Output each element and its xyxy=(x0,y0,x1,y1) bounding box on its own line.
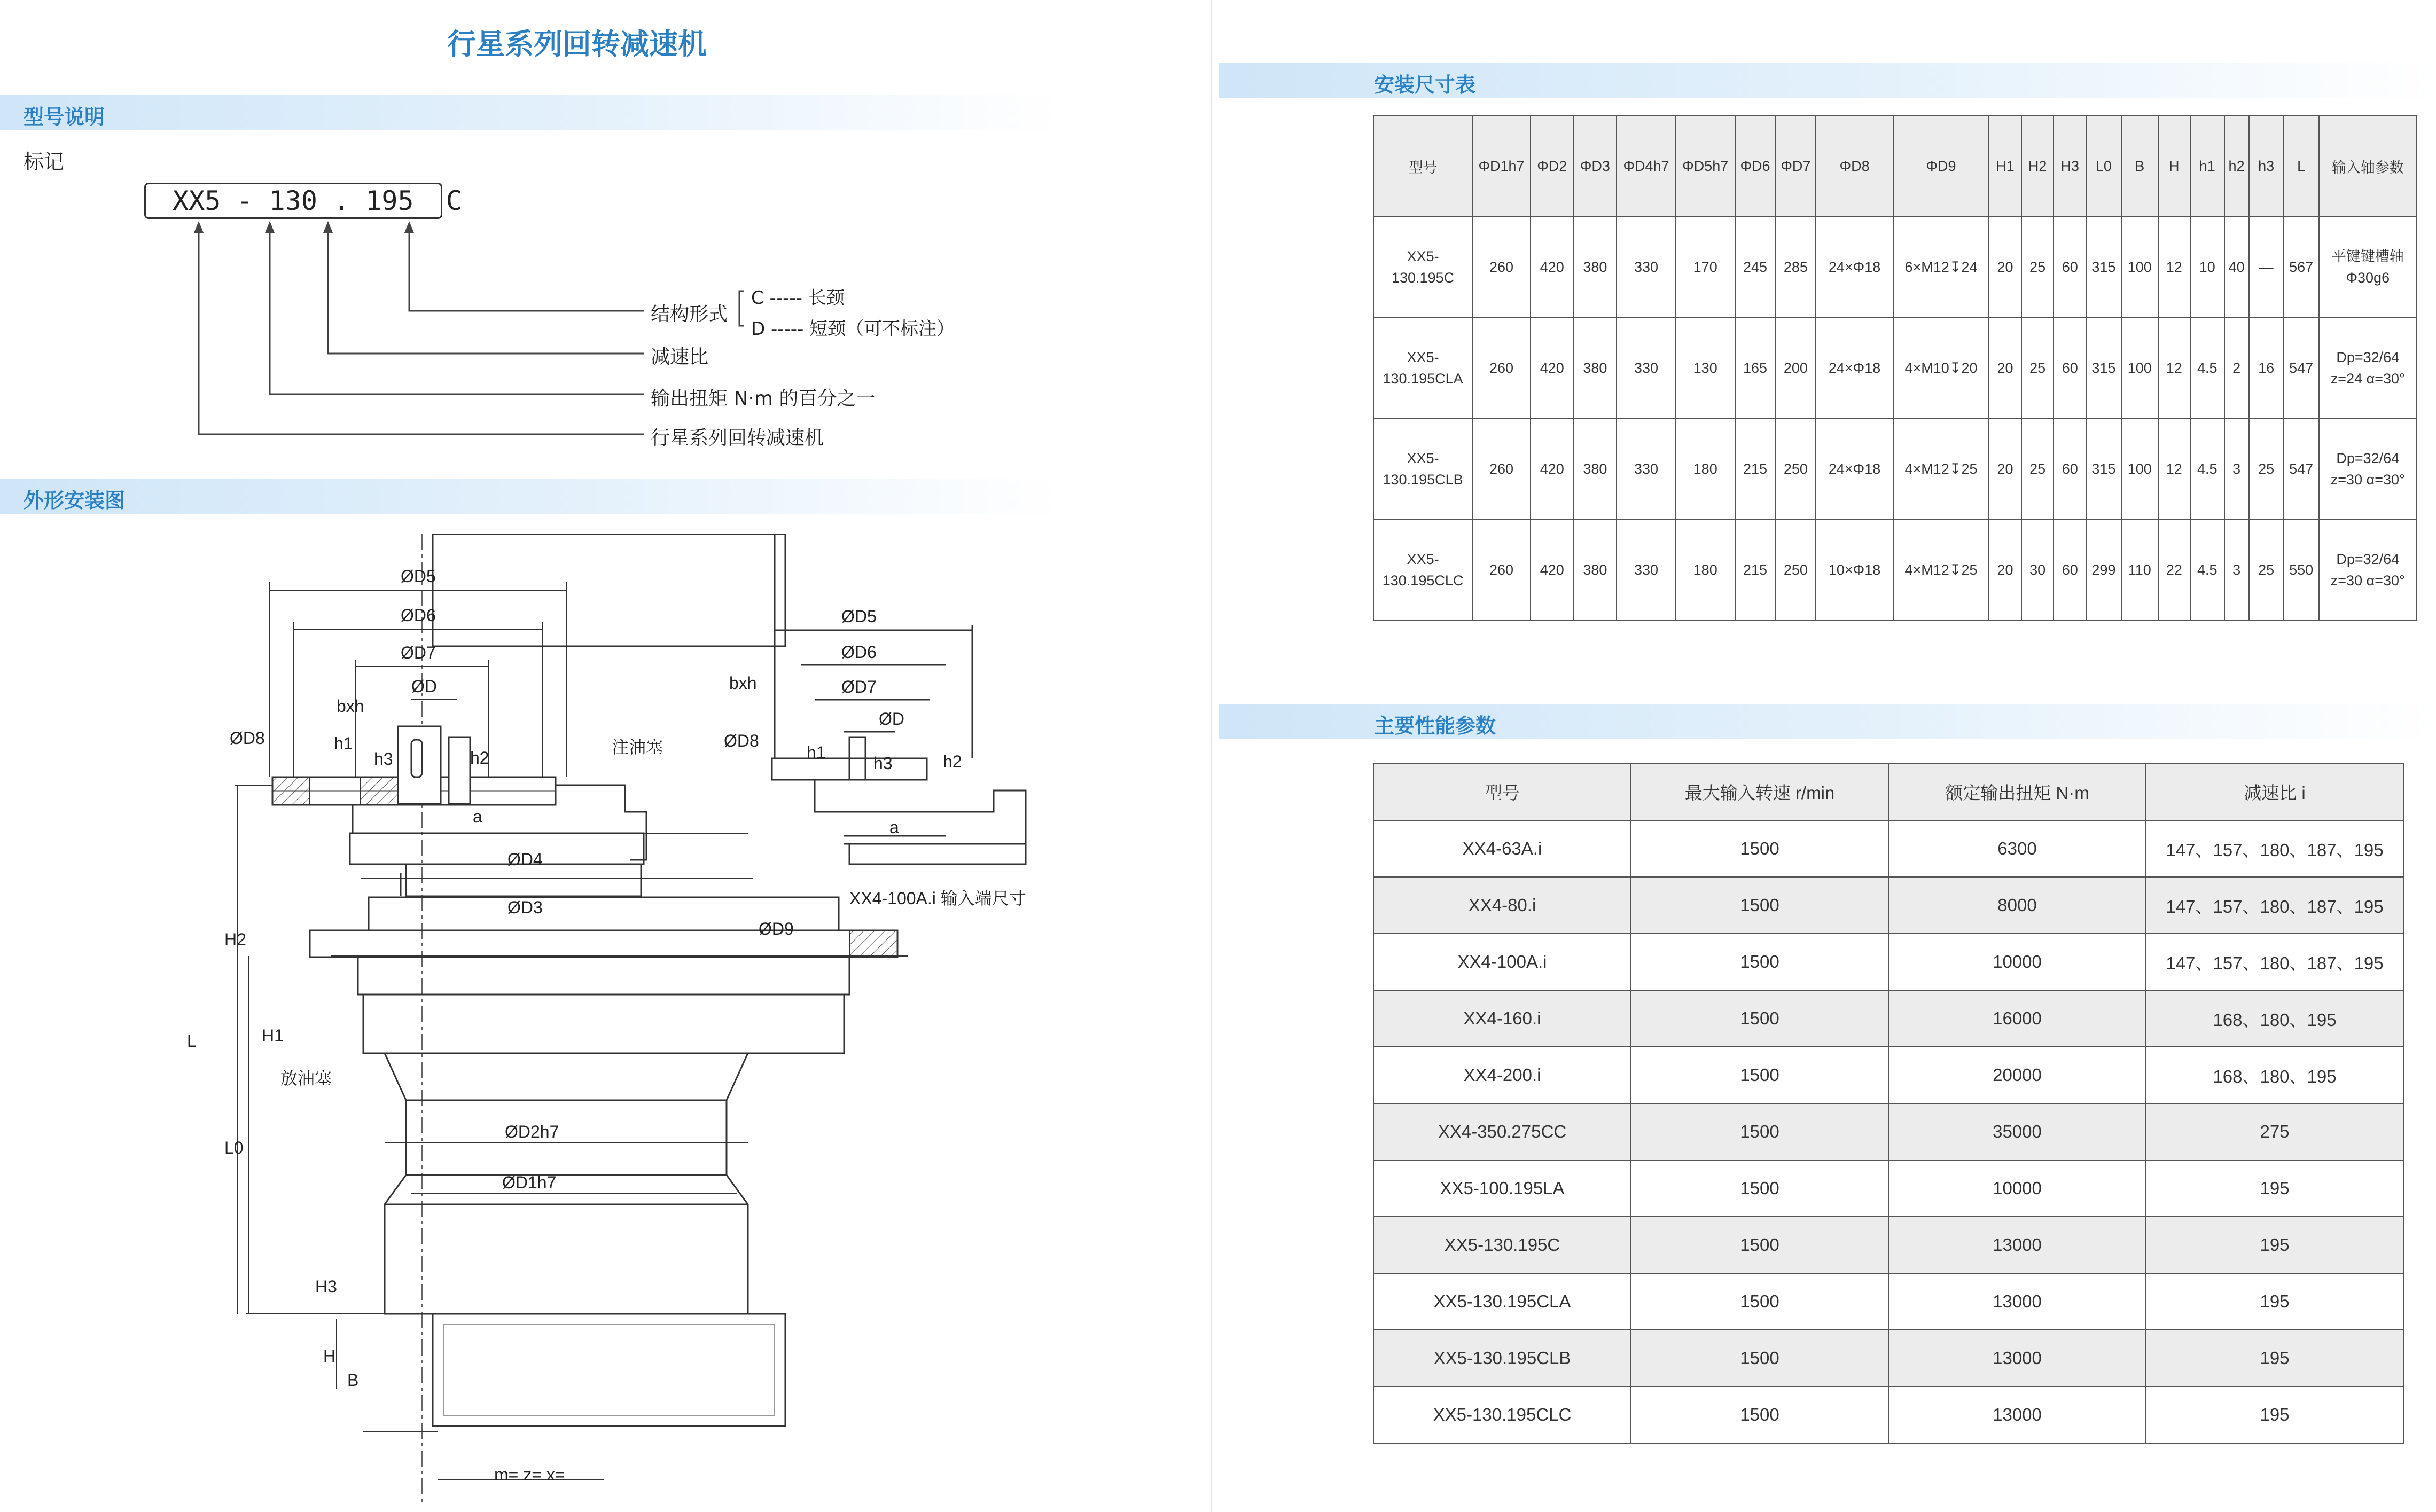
install-cell: 180 xyxy=(1676,418,1735,519)
install-cell: 330 xyxy=(1617,216,1676,317)
section-bar-outline xyxy=(0,479,1063,514)
install-cell-model: XX5- 130.195C xyxy=(1373,216,1472,317)
section-title-model: 型号说明 xyxy=(24,105,105,129)
perf-cell: XX5-130.195CLB xyxy=(1373,1330,1631,1386)
dim-d1: ØD1h7 xyxy=(502,1173,557,1192)
install-cell: 25 xyxy=(2249,418,2284,519)
perf-cell: 1500 xyxy=(1631,1386,1888,1443)
perf-cell: 195 xyxy=(2146,1273,2403,1330)
perf-cell: 13000 xyxy=(1888,1273,2146,1330)
install-cell: 380 xyxy=(1574,418,1617,519)
perf-table-header-row xyxy=(1373,763,2403,820)
install-cell: 420 xyxy=(1531,519,1574,620)
perf-cell: 1500 xyxy=(1631,990,1888,1047)
perf-table-row xyxy=(1373,1047,2403,1103)
install-cell: 16 xyxy=(2249,317,2284,418)
install-cell: — xyxy=(2249,216,2284,317)
perf-col-header: 额定输出扭矩 N·m xyxy=(1888,763,2146,820)
dim-bxh: bxh xyxy=(337,696,364,716)
perf-col-header: 减速比 i xyxy=(2146,763,2403,820)
section-bar-perf xyxy=(1219,704,2436,739)
dim-d4: ØD4 xyxy=(508,850,543,869)
install-cell: 250 xyxy=(1775,418,1816,519)
perf-cell: 195 xyxy=(2146,1330,2403,1386)
install-cell: 110 xyxy=(2121,519,2158,620)
section-bar-install xyxy=(1219,63,2436,98)
perf-cell: 6300 xyxy=(1888,820,2146,877)
install-cell: 315 xyxy=(2086,216,2121,317)
perf-table-row xyxy=(1373,820,2403,877)
install-cell: 24×Φ18 xyxy=(1816,216,1893,317)
perf-table-row xyxy=(1373,1103,2403,1160)
perf-cell: 1500 xyxy=(1631,1330,1888,1386)
dim-h2-small: h2 xyxy=(470,748,489,767)
install-cell: 380 xyxy=(1574,519,1617,620)
perf-cell: 275 xyxy=(2146,1103,2403,1160)
install-cell: 4×M12↧25 xyxy=(1893,418,1989,519)
install-col-header: 型号 xyxy=(1373,116,1472,216)
install-col-header: ΦD7 xyxy=(1775,116,1816,216)
perf-cell: 147、157、180、187、195 xyxy=(2146,820,2403,877)
housing-outline xyxy=(272,534,897,1426)
dim-H3: H3 xyxy=(315,1277,337,1296)
install-cell-shaft: Dp=32/64 z=30 α=30° xyxy=(2319,418,2417,519)
install-cell-model: XX5- 130.195CLA xyxy=(1373,317,1472,418)
perf-cell: 147、157、180、187、195 xyxy=(2146,877,2403,934)
perf-cell: 1500 xyxy=(1631,1103,1888,1160)
install-cell-shaft: Dp=32/64 z=24 α=30° xyxy=(2319,317,2417,418)
install-cell: 20 xyxy=(1989,317,2021,418)
dim-d3: ØD3 xyxy=(508,898,543,917)
section-title-install: 安装尺寸表 xyxy=(1374,73,1476,97)
install-cell: 60 xyxy=(2054,216,2086,317)
install-col-header: ΦD3 xyxy=(1574,116,1617,216)
install-col-header: B xyxy=(2121,116,2158,216)
gear-params: m= z= x= xyxy=(494,1465,565,1484)
dim-h1-small: h1 xyxy=(334,734,353,753)
install-table-row xyxy=(1373,418,2417,519)
perf-cell: 13000 xyxy=(1888,1217,2146,1273)
install-cell: 170 xyxy=(1676,216,1735,317)
inset-dim-d7: ØD7 xyxy=(841,677,877,696)
install-cell: 285 xyxy=(1775,216,1816,317)
perf-cell: XX4-100A.i xyxy=(1373,934,1631,990)
perf-cell: 10000 xyxy=(1888,934,2146,990)
install-col-header: ΦD2 xyxy=(1531,116,1574,216)
install-cell: 330 xyxy=(1617,317,1676,418)
perf-cell: 10000 xyxy=(1888,1160,2146,1217)
perf-cell: 147、157、180、187、195 xyxy=(2146,934,2403,990)
install-cell: 12 xyxy=(2158,216,2190,317)
perf-table-row xyxy=(1373,934,2403,990)
install-table-row xyxy=(1373,519,2417,620)
install-col-header: ΦD6 xyxy=(1735,116,1776,216)
install-cell: 260 xyxy=(1472,519,1531,620)
install-cell: 299 xyxy=(2086,519,2121,620)
install-col-header: ΦD4h7 xyxy=(1617,116,1676,216)
dim-d2: ØD2h7 xyxy=(505,1122,559,1141)
install-cell-shaft: 平键键槽轴 Φ30g6 xyxy=(2319,216,2417,317)
install-cell: 200 xyxy=(1775,317,1816,418)
dim-d6: ØD6 xyxy=(401,606,436,625)
install-cell: 4.5 xyxy=(2190,418,2224,519)
install-cell: 567 xyxy=(2284,216,2319,317)
install-cell: 260 xyxy=(1472,418,1531,519)
install-col-header: ΦD8 xyxy=(1816,116,1893,216)
perf-table-row xyxy=(1373,1330,2403,1386)
install-cell: 60 xyxy=(2054,418,2086,519)
install-cell: 60 xyxy=(2054,519,2086,620)
perf-table-row xyxy=(1373,1273,2403,1330)
inset-dim-h2: h2 xyxy=(943,752,962,771)
inset-dim-d6: ØD6 xyxy=(841,643,877,662)
perf-col-header: 最大输入转速 r/min xyxy=(1631,763,1888,820)
install-cell: 20 xyxy=(1989,519,2021,620)
perf-cell: 1500 xyxy=(1631,1047,1888,1103)
perf-cell: 195 xyxy=(2146,1217,2403,1273)
perf-cell: 1500 xyxy=(1631,877,1888,934)
perf-cell: 1500 xyxy=(1631,934,1888,990)
install-cell: 10×Φ18 xyxy=(1816,519,1893,620)
install-cell: 10 xyxy=(2190,216,2224,317)
input-shaft xyxy=(398,726,470,804)
dim-d9: ØD9 xyxy=(759,919,794,938)
install-cell-shaft: Dp=32/64 z=30 α=30° xyxy=(2319,519,2417,620)
perf-table-row xyxy=(1373,877,2403,934)
dim-d8: ØD8 xyxy=(230,728,265,748)
perf-table-row xyxy=(1373,1386,2403,1443)
dim-d7: ØD7 xyxy=(401,643,436,662)
install-cell: 20 xyxy=(1989,216,2021,317)
option-short-neck: D ----- 短颈（可不标注） xyxy=(751,318,955,340)
inset-dim-bxh: bxh xyxy=(729,673,757,693)
inset-dim-h3: h3 xyxy=(873,754,893,773)
dim-L0: L0 xyxy=(224,1138,244,1157)
perf-cell: XX4-80.i xyxy=(1373,877,1631,934)
section-bar-model xyxy=(0,95,1063,130)
perf-cell: XX5-130.195CLC xyxy=(1373,1386,1631,1443)
perf-cell: 16000 xyxy=(1888,990,2146,1047)
dim-a: a xyxy=(473,807,482,826)
perf-cell: 1500 xyxy=(1631,1160,1888,1217)
install-cell: 24×Φ18 xyxy=(1816,317,1893,418)
oil-drain-plug-label: 放油塞 xyxy=(280,1069,332,1088)
model-code-box: XX5 - 130 . 195 C xyxy=(144,183,442,219)
install-cell: 260 xyxy=(1472,317,1531,418)
install-col-header: h1 xyxy=(2190,116,2224,216)
install-cell: 25 xyxy=(2021,317,2054,418)
perf-cell: 1500 xyxy=(1631,820,1888,877)
install-cell: 315 xyxy=(2086,418,2121,519)
perf-cell: XX5-130.195C xyxy=(1373,1217,1631,1273)
install-cell: 12 xyxy=(2158,418,2190,519)
install-dimension-table xyxy=(1373,115,2417,621)
dimension-lines xyxy=(235,582,908,1479)
option-long-neck: C ----- 长颈 xyxy=(751,287,845,309)
section-title-outline: 外形安装图 xyxy=(24,489,126,512)
inset-dim-a: a xyxy=(889,818,899,837)
dim-H: H xyxy=(323,1346,336,1366)
install-cell: 100 xyxy=(2121,216,2158,317)
install-cell: 60 xyxy=(2054,317,2086,418)
outline-drawing xyxy=(160,534,1068,1511)
section-title-perf: 主要性能参数 xyxy=(1374,714,1496,738)
page-title: 行星系列回转减速机 xyxy=(447,27,707,61)
install-cell: 260 xyxy=(1472,216,1531,317)
install-col-header: h2 xyxy=(2224,116,2249,216)
mark-label: 标记 xyxy=(24,150,65,174)
legend-structure: 结构形式 xyxy=(651,303,728,325)
inset-dim-h1: h1 xyxy=(807,743,826,762)
install-cell: 4.5 xyxy=(2190,317,2224,418)
install-table-header-row xyxy=(1373,116,2417,216)
oil-fill-plug-label: 注油塞 xyxy=(612,738,663,757)
install-cell: 6×M12↧24 xyxy=(1893,216,1989,317)
perf-cell: 8000 xyxy=(1888,877,2146,934)
install-cell: 547 xyxy=(2284,317,2319,418)
install-cell: 3 xyxy=(2224,519,2249,620)
install-col-header: L0 xyxy=(2086,116,2121,216)
dim-H1: H1 xyxy=(262,1026,284,1045)
install-cell: 25 xyxy=(2021,418,2054,519)
install-cell: 24×Φ18 xyxy=(1816,418,1893,519)
perf-cell: XX4-200.i xyxy=(1373,1047,1631,1103)
install-cell: 12 xyxy=(2158,317,2190,418)
install-col-header: H2 xyxy=(2021,116,2054,216)
install-cell: 330 xyxy=(1617,418,1676,519)
perf-cell: 1500 xyxy=(1631,1273,1888,1330)
install-cell: 4.5 xyxy=(2190,519,2224,620)
install-cell: 215 xyxy=(1735,418,1776,519)
install-cell: 2 xyxy=(2224,317,2249,418)
perf-table-row xyxy=(1373,1217,2403,1273)
install-cell: 420 xyxy=(1531,216,1574,317)
install-cell-model: XX5- 130.195CLC xyxy=(1373,519,1472,620)
install-table-row xyxy=(1373,317,2417,418)
inset-drawing xyxy=(772,534,1026,864)
perf-cell: XX4-160.i xyxy=(1373,990,1631,1047)
performance-table xyxy=(1373,763,2404,1444)
dim-H2: H2 xyxy=(224,930,246,949)
install-col-header: H xyxy=(2158,116,2190,216)
install-cell: 315 xyxy=(2086,317,2121,418)
install-cell: 180 xyxy=(1676,519,1735,620)
install-cell: 215 xyxy=(1735,519,1776,620)
install-cell: 130 xyxy=(1676,317,1735,418)
install-table-row xyxy=(1373,216,2417,317)
install-cell: 25 xyxy=(2021,216,2054,317)
install-cell: 245 xyxy=(1735,216,1776,317)
inset-dim-d: ØD xyxy=(879,709,904,728)
perf-cell: 20000 xyxy=(1888,1047,2146,1103)
install-col-header: H1 xyxy=(1989,116,2021,216)
install-cell: 4×M10↧20 xyxy=(1893,317,1989,418)
perf-cell: XX5-100.195LA xyxy=(1373,1160,1631,1217)
legend-torque: 输出扭矩 N·m 的百分之一 xyxy=(651,388,876,410)
install-cell: 40 xyxy=(2224,216,2249,317)
install-col-header: ΦD5h7 xyxy=(1676,116,1735,216)
perf-cell: 195 xyxy=(2146,1386,2403,1443)
install-cell: 100 xyxy=(2121,317,2158,418)
dim-d: ØD xyxy=(411,677,437,696)
install-cell: 25 xyxy=(2249,519,2284,620)
install-cell: 4×M12↧25 xyxy=(1893,519,1989,620)
dim-L: L xyxy=(187,1031,197,1051)
install-cell: 420 xyxy=(1531,418,1574,519)
install-col-header: ΦD9 xyxy=(1893,116,1989,216)
install-cell: 380 xyxy=(1574,216,1617,317)
inset-caption: XX4-100A.i 输入端尺寸 xyxy=(849,889,1026,908)
install-cell: 547 xyxy=(2284,418,2319,519)
perf-cell: 1500 xyxy=(1631,1217,1888,1273)
perf-cell: XX4-63A.i xyxy=(1373,820,1631,877)
perf-cell: XX5-130.195CLA xyxy=(1373,1273,1631,1330)
install-cell: 3 xyxy=(2224,418,2249,519)
install-cell: 20 xyxy=(1989,418,2021,519)
dim-d5: ØD5 xyxy=(401,567,436,586)
legend-ratio: 减速比 xyxy=(651,346,709,368)
install-cell: 420 xyxy=(1531,317,1574,418)
install-cell-model: XX5- 130.195CLB xyxy=(1373,418,1472,519)
perf-cell: XX4-350.275CC xyxy=(1373,1103,1631,1160)
dim-B: B xyxy=(347,1370,359,1390)
install-col-header: h3 xyxy=(2249,116,2284,216)
install-cell: 100 xyxy=(2121,418,2158,519)
perf-cell: 35000 xyxy=(1888,1103,2146,1160)
perf-cell: 168、180、195 xyxy=(2146,1047,2403,1103)
install-cell: 30 xyxy=(2021,519,2054,620)
install-col-header: H3 xyxy=(2054,116,2086,216)
install-cell: 22 xyxy=(2158,519,2190,620)
page-divider xyxy=(1211,0,1212,1512)
legend-series: 行星系列回转减速机 xyxy=(651,427,824,449)
perf-table-row xyxy=(1373,1160,2403,1217)
perf-cell: 13000 xyxy=(1888,1330,2146,1386)
install-col-header: L xyxy=(2284,116,2319,216)
perf-cell: 13000 xyxy=(1888,1386,2146,1443)
perf-col-header: 型号 xyxy=(1373,763,1631,820)
perf-cell: 168、180、195 xyxy=(2146,990,2403,1047)
perf-table-row xyxy=(1373,990,2403,1047)
install-cell: 550 xyxy=(2284,519,2319,620)
inset-dim-d5: ØD5 xyxy=(841,607,877,626)
install-cell: 165 xyxy=(1735,317,1776,418)
install-col-header: 输入轴参数 xyxy=(2319,116,2417,216)
install-cell: 330 xyxy=(1617,519,1676,620)
perf-cell: 195 xyxy=(2146,1160,2403,1217)
install-col-header: ΦD1h7 xyxy=(1472,116,1531,216)
install-cell: 380 xyxy=(1574,317,1617,418)
dim-h3-small: h3 xyxy=(374,749,393,769)
inset-dim-d8: ØD8 xyxy=(724,731,759,750)
install-cell: 250 xyxy=(1775,519,1816,620)
